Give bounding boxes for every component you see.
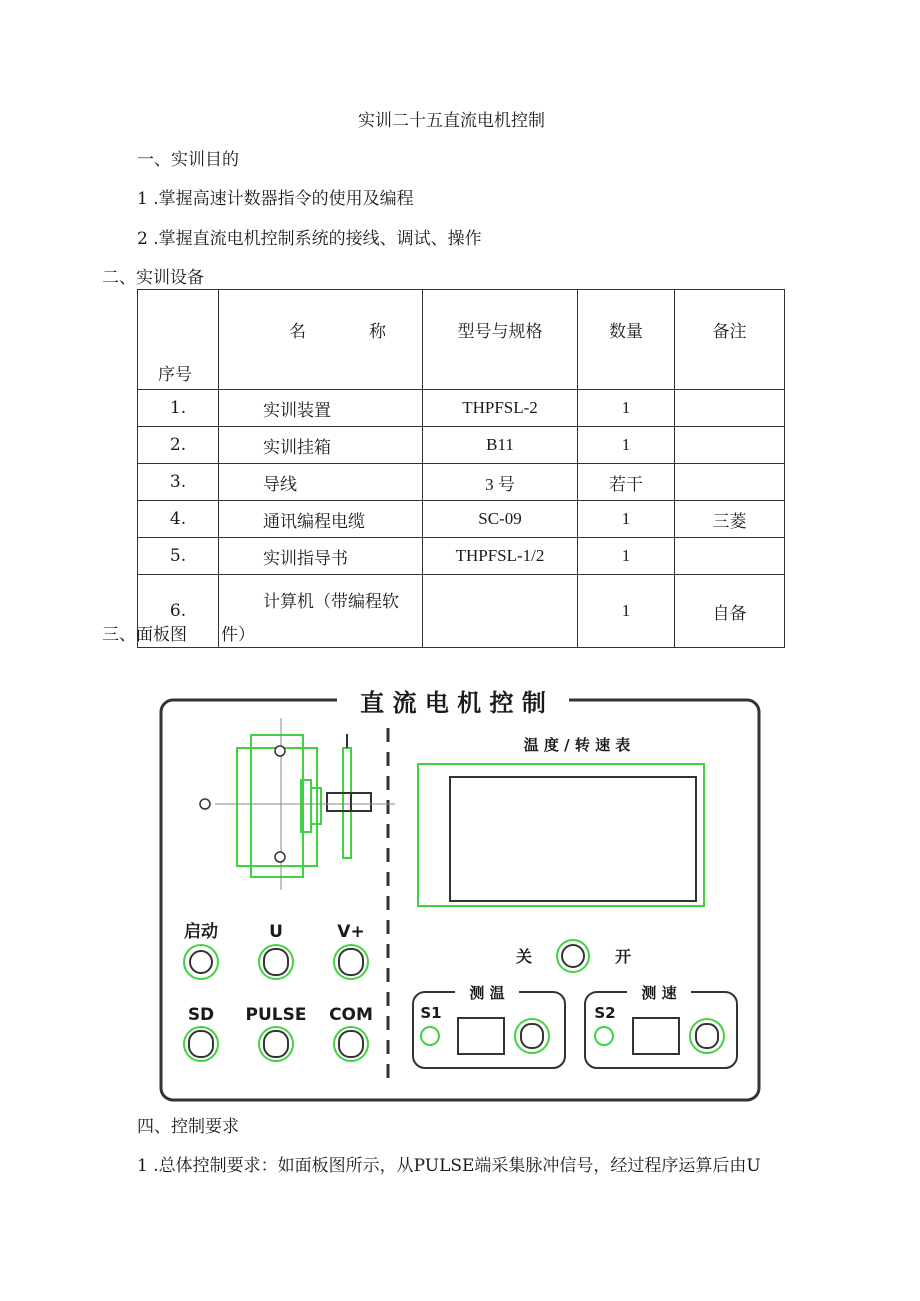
row-name: 实训挂箱	[219, 427, 423, 464]
row-index: 3.	[138, 464, 219, 501]
row-note: 三菱	[675, 501, 785, 538]
display-label: 温 度 / 转 速 表	[523, 736, 631, 754]
terminal-label-u: U	[269, 922, 283, 942]
header-model-cell	[423, 290, 578, 390]
s1-label: S1	[420, 1004, 442, 1022]
switch-off-label: 关	[515, 947, 533, 966]
temperature-group-label: 测 温	[469, 984, 505, 1002]
row-index: 4.	[138, 501, 219, 538]
table-row	[138, 464, 785, 501]
row-name: 导线	[219, 464, 423, 501]
speed-window	[633, 1018, 679, 1054]
terminal-label-com: COM	[329, 1005, 373, 1025]
row-index: 5.	[138, 538, 219, 575]
temperature-window	[458, 1018, 504, 1054]
header-name-part-a: 名	[289, 322, 306, 342]
row-model: SC-09	[423, 501, 578, 538]
row-name-line: 计算机（带编程软	[263, 592, 399, 612]
row-index: 2.	[138, 427, 219, 464]
row-index: 6.	[138, 575, 219, 648]
row-name: 通讯编程电缆	[219, 501, 423, 538]
s1-indicator	[421, 1027, 439, 1045]
speed-group	[585, 980, 737, 1068]
terminal-label-start: 启动	[184, 922, 218, 942]
section-2-heading: 二、实训设备	[102, 268, 204, 288]
table-row	[138, 575, 785, 648]
display-screen	[450, 777, 696, 901]
switch-on-label: 开	[614, 947, 632, 966]
header-qty: 数量	[609, 322, 643, 342]
section-1-item: 2 .掌握直流电机控制系统的接线、调试、操作	[137, 229, 482, 249]
row-name	[219, 575, 423, 648]
motor-drawing	[200, 718, 395, 890]
table-row	[138, 427, 785, 464]
temperature-group	[413, 980, 565, 1068]
table-row	[138, 390, 785, 427]
equipment-table	[137, 289, 785, 648]
header-note-cell	[675, 290, 785, 390]
row-model: THPFSL-2	[423, 390, 578, 427]
section-4-heading: 四、控制要求	[137, 1117, 239, 1137]
header-name-part-b: 称	[369, 322, 386, 342]
s2-indicator	[595, 1027, 613, 1045]
row-qty: 1	[578, 427, 675, 464]
speed-group-label: 测 速	[641, 984, 677, 1002]
section-3-heading: 三、面板图	[102, 625, 187, 645]
row-qty: 1	[578, 575, 675, 648]
header-name-cell	[219, 290, 423, 390]
row-model: B11	[423, 427, 578, 464]
header-index-cell	[138, 290, 219, 390]
row-note	[675, 538, 785, 575]
terminal-label-pulse: PULSE	[245, 1005, 307, 1025]
row-note	[675, 390, 785, 427]
row-model: 3 号	[423, 464, 578, 501]
row-note	[675, 464, 785, 501]
row-index: 1.	[138, 390, 219, 427]
row-note: 自备	[675, 575, 785, 648]
header-note: 备注	[712, 322, 747, 342]
row-name: 实训装置	[219, 390, 423, 427]
row-name: 实训指导书	[219, 538, 423, 575]
row-qty: 若干	[578, 464, 675, 501]
header-index: 序号	[158, 365, 192, 385]
header-model: 型号与规格	[457, 322, 543, 342]
row-model	[423, 575, 578, 648]
table-header-row	[138, 290, 785, 390]
table-row	[138, 538, 785, 575]
header-qty-cell	[578, 290, 675, 390]
row-qty: 1	[578, 538, 675, 575]
row-note	[675, 427, 785, 464]
terminal-label-vplus: V+	[337, 922, 365, 942]
terminal-label-sd: SD	[187, 1005, 215, 1025]
page-title: 实训二十五直流电机控制	[358, 111, 545, 131]
control-panel-diagram	[155, 676, 765, 1108]
row-model: THPFSL-1/2	[423, 538, 578, 575]
display-outer	[418, 764, 704, 906]
section-1-item: 1 .掌握高速计数器指令的使用及编程	[137, 189, 414, 209]
panel-title: 直 流 电 机 控 制	[360, 689, 546, 717]
section-1-heading: 一、实训目的	[137, 150, 239, 170]
section-4-item: 1 .总体控制要求：如面板图所示，从PULSE端采集脉冲信号，经过程序运算后由U	[137, 1156, 761, 1176]
s2-label: S2	[594, 1004, 616, 1022]
row-name-line: 件）	[221, 625, 255, 645]
table-row	[138, 501, 785, 538]
row-qty: 1	[578, 390, 675, 427]
row-qty: 1	[578, 501, 675, 538]
